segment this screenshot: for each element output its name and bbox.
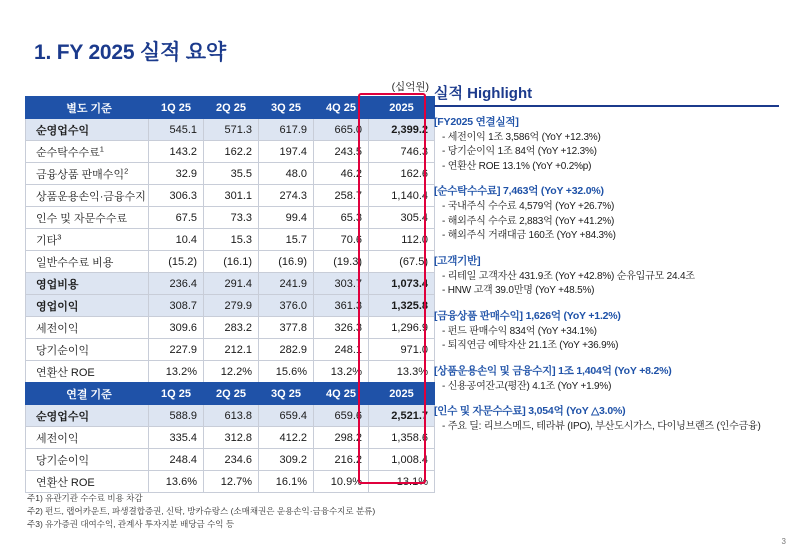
table-header-period: 2025 [369, 383, 435, 405]
highlight-bullet: - 펀드 판매수익 834억 (YoY +34.1%) [442, 325, 597, 337]
table-header-row [26, 383, 435, 405]
cell-fy-total: 1,296.9 [369, 317, 435, 339]
cell-quarter-value: 309.6 [149, 317, 204, 339]
highlight-group-heading: [순수탁수수료] 7,463억 (YoY +32.0%) [434, 185, 604, 197]
highlight-bullet: - 리테일 고객자산 431.9조 (YoY +42.8%) 순유입규모 24.4조 [442, 270, 695, 282]
cell-quarter-value: 248.1 [314, 339, 369, 361]
cell-quarter-value: 13.2% [314, 361, 369, 383]
highlight-panel [434, 82, 779, 444]
cell-fy-total: 13.1% [369, 471, 435, 493]
highlight-panel-title: 실적 Highlight [434, 85, 533, 102]
cell-quarter-value: 283.2 [204, 317, 259, 339]
table-row [26, 119, 435, 141]
cell-quarter-value: 99.4 [259, 207, 314, 229]
cell-quarter-value: 326.3 [314, 317, 369, 339]
cell-quarter-value: 659.4 [259, 405, 314, 427]
table-row [26, 207, 435, 229]
page-number: 3 [781, 537, 786, 546]
highlight-bullet: - 퇴직연금 예탁자산 21.1조 (YoY +36.9%) [442, 340, 619, 351]
footnote-marker: 3 [57, 231, 62, 241]
cell-quarter-value: 212.1 [204, 339, 259, 361]
cell-quarter-value: 659.6 [314, 405, 369, 427]
table-row [26, 339, 435, 361]
table-header-period: 3Q 25 [259, 383, 314, 405]
cell-quarter-value: 412.2 [259, 427, 314, 449]
table-header-basis: 별도 기준 [26, 97, 149, 119]
cell-quarter-value: 73.3 [204, 207, 259, 229]
cell-fy-total: 162.6 [369, 163, 435, 185]
cell-quarter-value: 32.9 [149, 163, 204, 185]
cell-quarter-value: 361.3 [314, 295, 369, 317]
cell-quarter-value: 35.5 [204, 163, 259, 185]
row-label: 순수탁수수료$^1$ [26, 141, 149, 163]
highlight-bullet: - 연환산 ROE 13.1% (YoY +0.2%p) [442, 160, 592, 172]
financial-summary-table [25, 96, 428, 493]
highlight-bullet: - 세전이익 1조 3,586억 (YoY +12.3%) [442, 131, 601, 143]
footnote-marker: 1 [99, 143, 104, 153]
highlight-group-heading: [인수 및 자문수수료] 3,054억 (YoY △3.0%) [434, 405, 626, 417]
cell-quarter-value: 308.7 [149, 295, 204, 317]
row-label: 기타$^3$ [26, 229, 149, 251]
cell-quarter-value: 197.4 [259, 141, 314, 163]
row-label: 상품운용손익·금융수지 [26, 185, 149, 207]
footnote-line: 주2) 펀드, 랩어카운트, 파생결합증권, 신탁, 방카슈랑스 (소매채권은 운용손익·금융수지로 분류) [27, 506, 376, 517]
table-row [26, 273, 435, 295]
cell-quarter-value: 15.7 [259, 229, 314, 251]
table-header-period: 4Q 25 [314, 97, 369, 119]
cell-fy-total: 2,399.2 [369, 119, 435, 141]
highlight-group [434, 403, 779, 435]
cell-quarter-value: 258.7 [314, 185, 369, 207]
highlight-bullet: - 신용공여잔고(평잔) 4.1조 (YoY +1.9%) [442, 380, 612, 392]
consolidated-basis-table [25, 382, 435, 493]
cell-quarter-value: 10.9% [314, 471, 369, 493]
cell-quarter-value: 303.7 [314, 273, 369, 295]
highlight-bullet: - 해외주식 거래대금 160조 (YoY +84.3%) [442, 230, 616, 241]
row-label: 인수 및 자문수수료 [26, 207, 149, 229]
table-row [26, 141, 435, 163]
cell-quarter-value: 15.3 [204, 229, 259, 251]
cell-fy-total: 13.3% [369, 361, 435, 383]
table-row [26, 405, 435, 427]
cell-fy-total: 305.4 [369, 207, 435, 229]
table-header-period: 2Q 25 [204, 383, 259, 405]
cell-fy-total: 1,073.4 [369, 273, 435, 295]
row-label: 금융상품 판매수익$^2$ [26, 163, 149, 185]
cell-quarter-value: 665.0 [314, 119, 369, 141]
cell-quarter-value: 248.4 [149, 449, 204, 471]
highlight-bullet: - 해외주식 수수료 2,883억 (YoY +41.2%) [442, 215, 615, 227]
cell-fy-total: 112.0 [369, 229, 435, 251]
cell-quarter-value: 613.8 [204, 405, 259, 427]
table-row [26, 427, 435, 449]
row-label: 당기순이익 [26, 449, 149, 471]
row-label: 일반수수료 비용 [26, 251, 149, 273]
row-label: 세전이익 [26, 317, 149, 339]
cell-quarter-value: 291.4 [204, 273, 259, 295]
table-header-period: 1Q 25 [149, 383, 204, 405]
cell-quarter-value: 10.4 [149, 229, 204, 251]
row-label: 영업이익 [26, 295, 149, 317]
separate-basis-table [25, 96, 435, 383]
highlight-bullet: - 주요 딜: 리브스메드, 테라뷰 (IPO), 부산도시가스, 다이닝브랜즈 (인수금융) [442, 421, 761, 432]
cell-quarter-value: 241.9 [259, 273, 314, 295]
table-header-period: 1Q 25 [149, 97, 204, 119]
cell-quarter-value: 243.5 [314, 141, 369, 163]
highlight-bullet: - HNW 고객 39.0만명 (YoY +48.5%) [442, 285, 595, 296]
cell-quarter-value: 306.3 [149, 185, 204, 207]
table-header-basis: 연결 기준 [26, 383, 149, 405]
footnote-line: 주3) 유가증권 대여수익, 관계사 투자지분 배당금 수익 등 [27, 519, 235, 530]
cell-fy-total: 2,521.7 [369, 405, 435, 427]
highlight-groups [434, 114, 779, 435]
highlight-group [434, 253, 779, 299]
highlight-group [434, 183, 779, 244]
highlight-group-heading: [고객기반] [434, 254, 481, 267]
highlight-group [434, 114, 779, 175]
highlight-bullet: - 당기순이익 1조 84억 (YoY +12.3%) [442, 146, 597, 157]
cell-quarter-value: (19.3) [314, 251, 369, 273]
cell-quarter-value: 216.2 [314, 449, 369, 471]
cell-quarter-value: 588.9 [149, 405, 204, 427]
cell-quarter-value: 162.2 [204, 141, 259, 163]
units-label: (십억원) [391, 81, 429, 93]
table-row [26, 449, 435, 471]
row-label: 세전이익 [26, 427, 149, 449]
highlight-panel-divider [434, 105, 779, 107]
cell-quarter-value: 65.3 [314, 207, 369, 229]
cell-fy-total: 1,008.4 [369, 449, 435, 471]
cell-quarter-value: (16.9) [259, 251, 314, 273]
cell-quarter-value: 16.1% [259, 471, 314, 493]
table-header-period: 2025 [369, 97, 435, 119]
cell-quarter-value: 282.9 [259, 339, 314, 361]
row-label: 당기순이익 [26, 339, 149, 361]
cell-quarter-value: 227.9 [149, 339, 204, 361]
cell-quarter-value: 312.8 [204, 427, 259, 449]
row-label: 순영업수익 [26, 119, 149, 141]
cell-quarter-value: 301.1 [204, 185, 259, 207]
cell-quarter-value: 234.6 [204, 449, 259, 471]
cell-quarter-value: 13.6% [149, 471, 204, 493]
cell-quarter-value: 67.5 [149, 207, 204, 229]
cell-quarter-value: 143.2 [149, 141, 204, 163]
cell-quarter-value: 12.2% [204, 361, 259, 383]
row-label: 연환산 ROE [26, 471, 149, 493]
cell-quarter-value: 236.4 [149, 273, 204, 295]
cell-quarter-value: 376.0 [259, 295, 314, 317]
cell-fy-total: 971.0 [369, 339, 435, 361]
cell-quarter-value: 377.8 [259, 317, 314, 339]
highlight-group-heading: [FY2025 연결실적] [434, 115, 519, 128]
cell-quarter-value: 279.9 [204, 295, 259, 317]
cell-fy-total: (67.5) [369, 251, 435, 273]
cell-quarter-value: 13.2% [149, 361, 204, 383]
cell-quarter-value: (15.2) [149, 251, 204, 273]
cell-quarter-value: 48.0 [259, 163, 314, 185]
page-title: 1. FY 2025 실적 요약 [34, 41, 226, 64]
highlight-group [434, 308, 779, 354]
row-label: 연환산 ROE [26, 361, 149, 383]
cell-fy-total: 1,140.4 [369, 185, 435, 207]
footnote-marker: 2 [124, 165, 129, 175]
row-label: 영업비용 [26, 273, 149, 295]
cell-fy-total: 1,325.8 [369, 295, 435, 317]
table-header-period: 3Q 25 [259, 97, 314, 119]
table-row [26, 361, 435, 383]
cell-quarter-value: 571.3 [204, 119, 259, 141]
footnote-line: 주1) 유관기관 수수료 비용 차감 [27, 493, 143, 503]
table-row [26, 471, 435, 493]
cell-quarter-value: 15.6% [259, 361, 314, 383]
table-row [26, 317, 435, 339]
cell-fy-total: 1,358.6 [369, 427, 435, 449]
highlight-group [434, 363, 779, 395]
cell-quarter-value: 46.2 [314, 163, 369, 185]
table-row [26, 251, 435, 273]
highlight-bullet: - 국내주식 수수료 4,579억 (YoY +26.7%) [442, 201, 615, 212]
footnotes-block [27, 492, 375, 532]
cell-quarter-value: 545.1 [149, 119, 204, 141]
table-row [26, 185, 435, 207]
table-header-period: 4Q 25 [314, 383, 369, 405]
cell-quarter-value: 617.9 [259, 119, 314, 141]
cell-quarter-value: 274.3 [259, 185, 314, 207]
cell-quarter-value: (16.1) [204, 251, 259, 273]
highlight-group-heading: [상품운용손익 및 금융수지] 1조 1,404억 (YoY +8.2%) [434, 364, 672, 377]
highlight-group-heading: [금융상품 판매수익] 1,626억 (YoY +1.2%) [434, 309, 621, 322]
row-label: 순영업수익 [26, 405, 149, 427]
cell-quarter-value: 335.4 [149, 427, 204, 449]
cell-quarter-value: 70.6 [314, 229, 369, 251]
table-row [26, 163, 435, 185]
table-row [26, 229, 435, 251]
cell-quarter-value: 309.2 [259, 449, 314, 471]
cell-fy-total: 746.3 [369, 141, 435, 163]
cell-quarter-value: 298.2 [314, 427, 369, 449]
table-row [26, 295, 435, 317]
table-header-row [26, 97, 435, 119]
table-header-period: 2Q 25 [204, 97, 259, 119]
cell-quarter-value: 12.7% [204, 471, 259, 493]
